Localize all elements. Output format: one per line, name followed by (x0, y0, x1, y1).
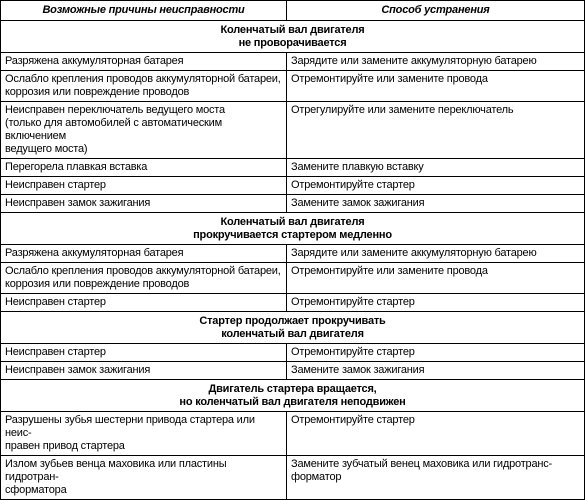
section-header-row (1, 213, 585, 245)
cause-cell (1, 71, 287, 102)
fix-cell (287, 53, 585, 71)
section-title-line: коленчатый вал двигателя (221, 328, 364, 340)
fix-text-line: Зарядите или замените аккумуляторную батарею (291, 55, 537, 67)
table-row (1, 245, 585, 263)
section-title-line: Двигатель стартера вращается, (208, 383, 377, 395)
fix-text-line: Отремонтируйте стартер (291, 414, 415, 426)
table-row (1, 344, 585, 362)
fix-text-line: Отремонтируйте или замените провода (291, 265, 488, 277)
header-cause: Возможные причины неисправности (1, 1, 287, 21)
cause-cell (1, 177, 287, 195)
section-header-row (1, 380, 585, 412)
fix-text-line: Отремонтируйте стартер (291, 346, 415, 358)
section-title (1, 21, 585, 53)
table-row (1, 263, 585, 294)
cause-text-line: Разряжена аккумуляторная батарея (5, 55, 184, 67)
section-title-line: Коленчатый вал двигателя (220, 216, 365, 228)
cause-cell (1, 412, 287, 456)
fix-cell (287, 412, 585, 456)
fix-text-line: Замените замок зажигания (291, 364, 425, 376)
fix-cell (287, 102, 585, 159)
cause-cell (1, 344, 287, 362)
table-header-row (1, 1, 585, 21)
table-row (1, 362, 585, 380)
fix-cell (287, 159, 585, 177)
fix-text-line: Отремонтируйте стартер (291, 296, 415, 308)
fix-cell (287, 245, 585, 263)
table-row (1, 71, 585, 102)
cause-cell (1, 53, 287, 71)
fix-cell (287, 263, 585, 294)
cause-cell (1, 456, 287, 500)
cause-cell (1, 263, 287, 294)
cause-text-line: сформатора (5, 484, 67, 496)
table-row (1, 412, 585, 456)
section-header-row (1, 21, 585, 53)
cause-text-line: Излом зубьев венца маховика или пластины гидротран- (5, 458, 227, 483)
cause-text-line: Разрушены зубья шестерни привода стартера или неис- (5, 414, 255, 439)
cause-text-line: коррозия или повреждение проводов (5, 86, 190, 98)
table-row (1, 159, 585, 177)
cause-cell (1, 195, 287, 213)
table-row (1, 53, 585, 71)
cause-cell (1, 294, 287, 312)
table-row (1, 195, 585, 213)
cause-text-line: правен привод стартера (5, 440, 125, 452)
cause-cell (1, 362, 287, 380)
section-title-line: прокручивается стартером медленно (193, 229, 392, 241)
fix-cell (287, 177, 585, 195)
cause-text-line: Неисправен переключатель ведущего моста (5, 104, 225, 116)
section-title (1, 380, 585, 412)
cause-text-line: Перегорела плавкая вставка (5, 161, 148, 173)
fix-cell (287, 344, 585, 362)
fix-text-line: Зарядите или замените аккумуляторную батарею (291, 247, 537, 259)
cause-text-line: Неисправен стартер (5, 346, 106, 358)
fix-text-line: Отрегулируйте или замените переключатель (291, 104, 514, 116)
header-fix: Способ устранения (287, 1, 585, 21)
table-row (1, 294, 585, 312)
table-row (1, 102, 585, 159)
section-title (1, 312, 585, 344)
cause-text-line: коррозия или повреждение проводов (5, 278, 190, 290)
fix-text-line: Замените плавкую вставку (291, 161, 424, 173)
cause-text-line: Разряжена аккумуляторная батарея (5, 247, 184, 259)
cause-text-line: Неисправен замок зажигания (5, 364, 151, 376)
cause-cell (1, 102, 287, 159)
cause-cell (1, 245, 287, 263)
cause-cell (1, 159, 287, 177)
fix-cell (287, 71, 585, 102)
cause-text-line: ведущего моста) (5, 143, 88, 155)
section-title-line: не проворачивается (238, 37, 347, 49)
fix-text-line: Отремонтируйте или замените провода (291, 73, 488, 85)
cause-text-line: Неисправен стартер (5, 296, 106, 308)
fix-text-line: Отремонтируйте стартер (291, 179, 415, 191)
cause-text-line: Ослабло крепления проводов аккумуляторной батареи, (5, 73, 281, 85)
section-title-line: Коленчатый вал двигателя (220, 24, 365, 36)
cause-text-line: Неисправен стартер (5, 179, 106, 191)
fix-text-line: Замените замок зажигания (291, 197, 425, 209)
cause-text-line: Неисправен замок зажигания (5, 197, 151, 209)
table-row (1, 456, 585, 500)
section-header-row (1, 312, 585, 344)
section-title-line: но коленчатый вал двигателя неподвижен (179, 396, 406, 408)
table-body (1, 21, 585, 500)
fix-text-line: форматор (291, 471, 342, 483)
fix-cell (287, 294, 585, 312)
fix-cell (287, 362, 585, 380)
section-title-line: Стартер продолжает прокручивать (199, 315, 386, 327)
cause-text-line: Ослабло крепления проводов аккумуляторной батареи, (5, 265, 281, 277)
fix-text-line: Замените зубчатый венец маховика или гидротранс- (291, 458, 553, 470)
fix-cell (287, 456, 585, 500)
table-row (1, 177, 585, 195)
cause-text-line: (только для автомобилей с автоматическим включением (5, 117, 222, 142)
section-title (1, 213, 585, 245)
fix-cell (287, 195, 585, 213)
